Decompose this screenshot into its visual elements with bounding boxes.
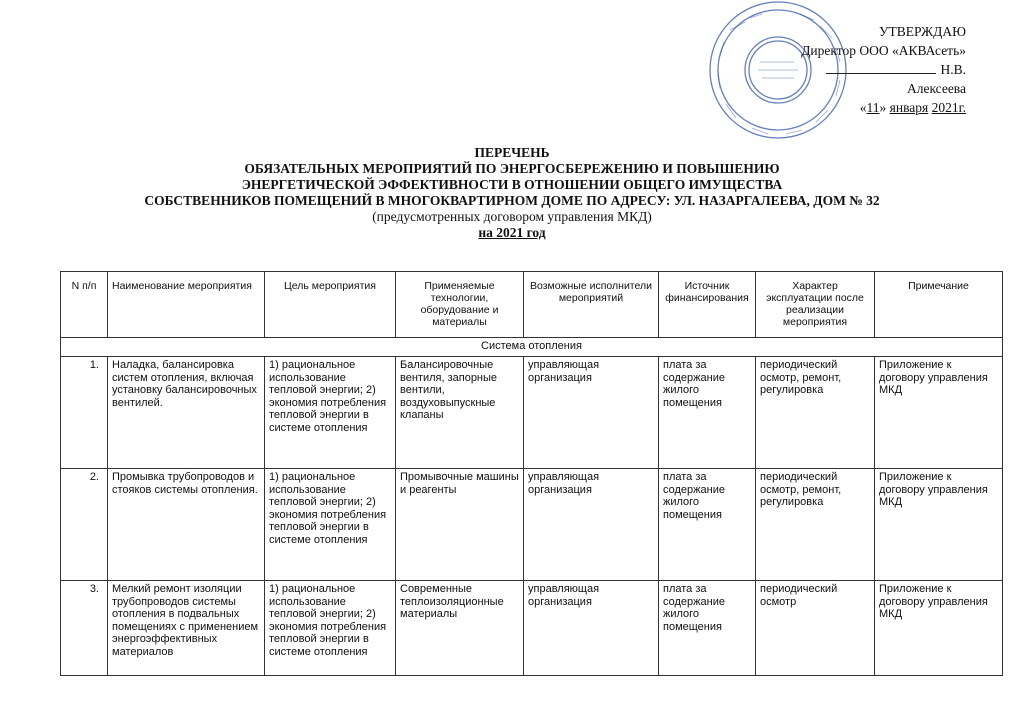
header-tech: Применяемые технологии, оборудование и материалы bbox=[396, 272, 524, 338]
signature-line bbox=[826, 61, 936, 74]
cell-funding: плата за содержание жилого помещения bbox=[659, 469, 756, 581]
approval-heading: УТВЕРЖДАЮ bbox=[878, 24, 966, 39]
table-row bbox=[61, 357, 1003, 469]
approval-day: 11 bbox=[866, 100, 880, 115]
document-title bbox=[0, 145, 1024, 241]
title-line-2: ОБЯЗАТЕЛЬНЫХ МЕРОПРИЯТИЙ ПО ЭНЕРГОСБЕРЕЖЕНИЮ И ПОВЫШЕНИЮ bbox=[244, 161, 780, 176]
approval-signatory: Н.В. Алексеева bbox=[906, 62, 966, 96]
header-note: Примечание bbox=[875, 272, 1003, 338]
title-line-1: ПЕРЕЧЕНЬ bbox=[474, 145, 550, 160]
approval-month: января bbox=[889, 100, 929, 115]
approval-year: 2021г. bbox=[931, 100, 966, 115]
title-year: на 2021 год bbox=[478, 225, 546, 240]
title-subtitle: (предусмотренных договором управления МКД) bbox=[372, 209, 652, 224]
cell-operation: периодический осмотр, ремонт, регулировка bbox=[756, 357, 875, 469]
approval-date: «11» января 2021г. bbox=[859, 100, 966, 115]
cell-name: Промывка трубопроводов и стояков системы отопления. bbox=[108, 469, 265, 581]
cell-goal: 1) рациональное использование тепловой энергии; 2) экономия потребления тепловой энергии в системе отопления bbox=[265, 581, 396, 676]
cell-name: Наладка, балансировка систем отопления, включая установку балансировочных вентилей. bbox=[108, 357, 265, 469]
cell-tech: Промывочные машины и реагенты bbox=[396, 469, 524, 581]
cell-executor: управляющая организация bbox=[524, 469, 659, 581]
cell-tech: Современные теплоизоляционные материалы bbox=[396, 581, 524, 676]
header-goal: Цель мероприятия bbox=[265, 272, 396, 338]
table-header-row bbox=[61, 272, 1003, 338]
cell-note: Приложение к договору управления МКД bbox=[875, 469, 1003, 581]
cell-funding: плата за содержание жилого помещения bbox=[659, 581, 756, 676]
header-operation: Характер эксплуатации после реализации мероприятия bbox=[756, 272, 875, 338]
cell-num: 1. bbox=[61, 357, 108, 469]
cell-name: Мелкий ремонт изоляции трубопроводов системы отопления в подвальных помещениях с применением энергоэффективных материалов bbox=[108, 581, 265, 676]
cell-num: 2. bbox=[61, 469, 108, 581]
cell-operation: периодический осмотр, ремонт, регулировка bbox=[756, 469, 875, 581]
cell-funding: плата за содержание жилого помещения bbox=[659, 357, 756, 469]
cell-executor: управляющая организация bbox=[524, 581, 659, 676]
cell-num: 3. bbox=[61, 581, 108, 676]
measures-table bbox=[60, 271, 1003, 676]
cell-tech: Балансировочные вентиля, запорные вентили, воздуховыпускные клапаны bbox=[396, 357, 524, 469]
cell-note: Приложение к договору управления МКД bbox=[875, 357, 1003, 469]
cell-executor: управляющая организация bbox=[524, 357, 659, 469]
cell-goal: 1) рациональное использование тепловой энергии; 2) экономия потребления тепловой энергии в системе отопления bbox=[265, 469, 396, 581]
table-row bbox=[61, 581, 1003, 676]
cell-goal: 1) рациональное использование тепловой энергии; 2) экономия потребления тепловой энергии в системе отопления bbox=[265, 357, 396, 469]
cell-note: Приложение к договору управления МКД bbox=[875, 581, 1003, 676]
table-row bbox=[61, 469, 1003, 581]
header-executor: Возможные исполнители мероприятий bbox=[524, 272, 659, 338]
header-num: N п/п bbox=[61, 272, 108, 338]
title-line-3: ЭНЕРГЕТИЧЕСКОЙ ЭФФЕКТИВНОСТИ В ОТНОШЕНИИ ОБЩЕГО ИМУЩЕСТВА bbox=[241, 177, 783, 192]
section-heating: Система отопления bbox=[61, 338, 1003, 357]
approval-block bbox=[770, 22, 966, 117]
header-name: Наименование мероприятия bbox=[108, 272, 265, 338]
approval-position: Директор ООО «АКВАсеть» bbox=[801, 43, 966, 58]
title-line-4: СОБСТВЕННИКОВ ПОМЕЩЕНИЙ В МНОГОКВАРТИРНОМ ДОМЕ ПО АДРЕСУ: УЛ. НАЗАРГАЛЕЕВА, ДОМ № 32 bbox=[144, 193, 880, 208]
header-funding: Источник финансирования bbox=[659, 272, 756, 338]
cell-operation: периодический осмотр bbox=[756, 581, 875, 676]
section-row bbox=[61, 338, 1003, 357]
